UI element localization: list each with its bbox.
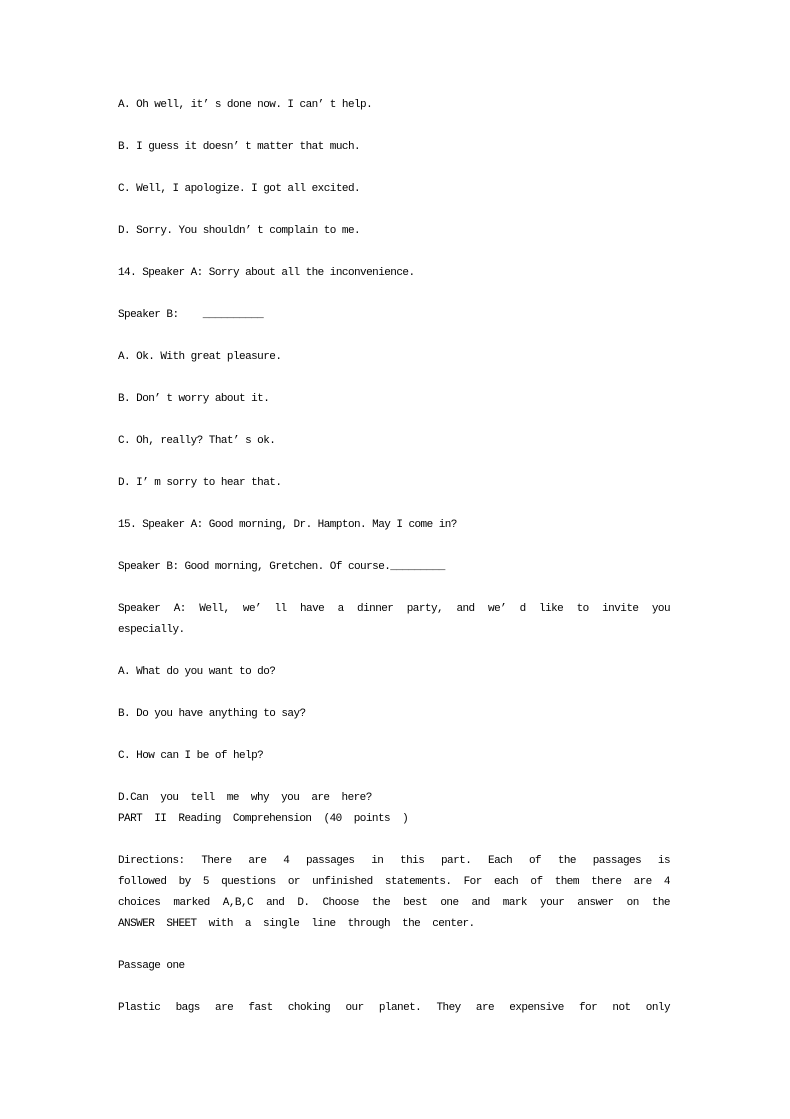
q15-speaker-a-line1: Speaker A: Well, we’ ll have a dinner party, and we’ d like to invite you	[118, 603, 670, 615]
q14-question: 14. Speaker A: Sorry about all the inconvenience.	[118, 267, 415, 279]
q13-option-d: D. Sorry. You shouldn’ t complain to me.	[118, 225, 361, 237]
directions-line1: Directions: There are 4 passages in this part. Each of the passages is	[118, 855, 670, 867]
q15-option-d: D.Can you tell me why you are here?	[118, 792, 372, 804]
q13-option-b: B. I guess it doesn’ t matter that much.	[118, 141, 361, 153]
part2-heading: PART II Reading Comprehension (40 points )	[118, 813, 409, 825]
directions-line3: choices marked A,B,C and D. Choose the best one and mark your answer on the	[118, 897, 670, 909]
q15-question: 15. Speaker A: Good morning, Dr. Hampton. May I come in?	[118, 519, 457, 531]
directions-line4: ANSWER SHEET with a single line through the center.	[118, 918, 475, 930]
q15-option-a: A. What do you want to do?	[118, 666, 276, 678]
q14-option-b: B. Don’ t worry about it.	[118, 393, 270, 405]
q14-option-d: D. I’ m sorry to hear that.	[118, 477, 282, 489]
passage-one-text-line1: Plastic bags are fast choking our planet. They are expensive for not only	[118, 1002, 670, 1014]
q14-option-a: A. Ok. With great pleasure.	[118, 351, 282, 363]
directions-line2: followed by 5 questions or unfinished statements. For each of them there are 4	[118, 876, 670, 888]
q13-option-a: A. Oh well, it’ s done now. I can’ t help.	[118, 99, 373, 111]
passage-one-heading: Passage one	[118, 960, 185, 972]
q14-answer-blank: Speaker B: __________	[118, 309, 264, 321]
q15-speaker-a-line2: especially.	[118, 624, 185, 636]
q15-speaker-b-line: Speaker B: Good morning, Gretchen. Of course._________	[118, 561, 445, 573]
q14-option-c: C. Oh, really? That’ s ok.	[118, 435, 276, 447]
q15-option-c: C. How can I be of help?	[118, 750, 264, 762]
q15-option-b: B. Do you have anything to say?	[118, 708, 306, 720]
q13-option-c: C. Well, I apologize. I got all excited.	[118, 183, 361, 195]
